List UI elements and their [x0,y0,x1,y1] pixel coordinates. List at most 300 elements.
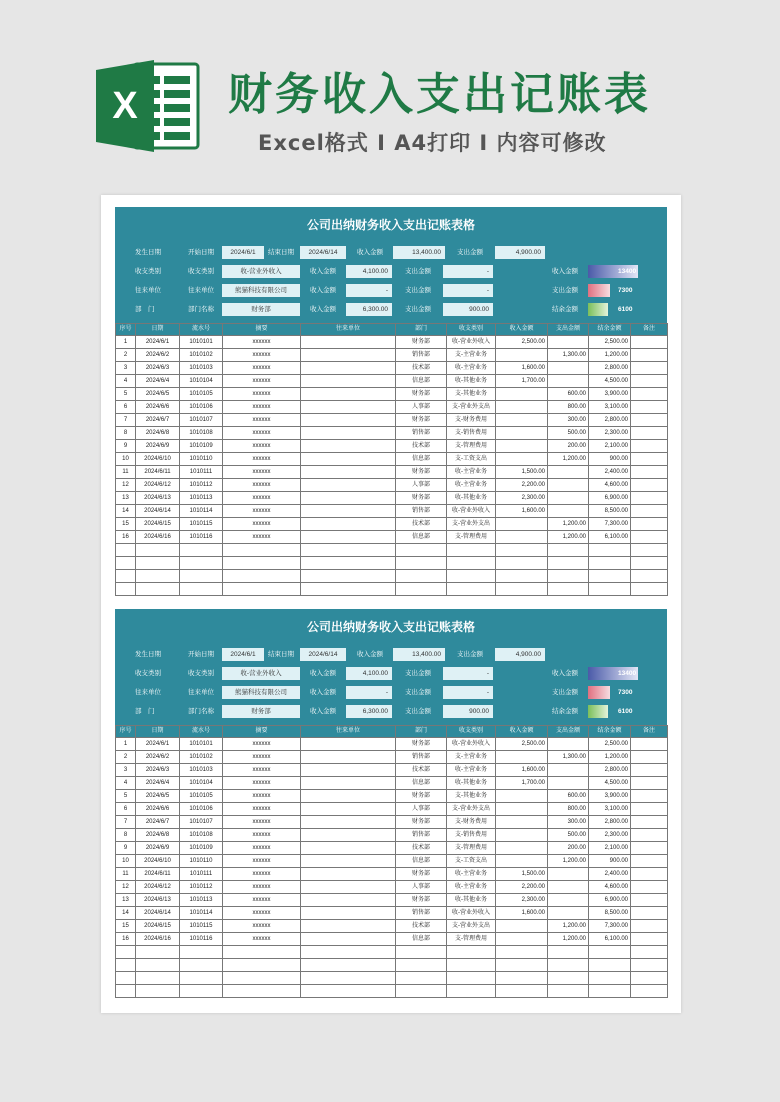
table-cell[interactable] [396,557,447,570]
table-cell[interactable]: 7 [116,816,136,829]
table-cell[interactable]: 1010109 [180,440,223,453]
table-cell[interactable] [301,868,396,881]
table-cell[interactable]: 7,300.00 [589,518,631,531]
table-cell[interactable] [589,557,631,570]
table-cell[interactable]: 技术部 [396,764,447,777]
table-cell[interactable] [631,466,668,479]
table-cell[interactable]: 技术部 [396,440,447,453]
table-cell[interactable] [301,466,396,479]
table-cell[interactable] [301,583,396,596]
table-cell[interactable] [301,985,396,998]
table-cell[interactable]: 支-管理费用 [447,842,496,855]
table-cell[interactable] [496,751,548,764]
table-cell[interactable]: xxxxxx [223,738,301,751]
table-cell[interactable] [396,985,447,998]
table-cell[interactable] [631,920,668,933]
table-cell[interactable] [396,583,447,596]
table-cell[interactable] [496,972,548,985]
table-cell[interactable] [631,583,668,596]
table-cell[interactable]: 财务部 [396,388,447,401]
table-cell[interactable]: 13 [116,492,136,505]
table-cell[interactable] [631,959,668,972]
table-cell[interactable]: 1,200.00 [548,518,589,531]
table-cell[interactable]: 2,300.00 [496,492,548,505]
table-cell[interactable] [589,985,631,998]
table-cell[interactable] [180,972,223,985]
table-cell[interactable]: 2024/6/6 [136,803,180,816]
table-cell[interactable]: 1010112 [180,881,223,894]
table-cell[interactable]: 人事部 [396,881,447,894]
table-cell[interactable]: 10 [116,855,136,868]
table-cell[interactable]: xxxxxx [223,440,301,453]
table-cell[interactable] [301,349,396,362]
table-cell[interactable]: 4,600.00 [589,479,631,492]
table-cell[interactable] [223,583,301,596]
table-cell[interactable] [496,518,548,531]
table-cell[interactable]: xxxxxx [223,920,301,933]
table-cell[interactable]: 1,600.00 [496,907,548,920]
table-cell[interactable] [589,583,631,596]
table-cell[interactable]: 人事部 [396,479,447,492]
table-cell[interactable] [631,440,668,453]
table-cell[interactable] [548,557,589,570]
table-cell[interactable] [301,920,396,933]
table-cell[interactable] [631,881,668,894]
table-cell[interactable]: 收-主营业务 [447,479,496,492]
table-cell[interactable]: 600.00 [548,388,589,401]
table-cell[interactable] [631,816,668,829]
table-cell[interactable] [496,414,548,427]
department-select[interactable]: 财务部 [222,303,300,316]
table-cell[interactable] [180,946,223,959]
table-cell[interactable] [631,777,668,790]
table-cell[interactable]: 信息部 [396,531,447,544]
table-cell[interactable]: 6,900.00 [589,492,631,505]
table-cell[interactable] [301,427,396,440]
table-cell[interactable] [301,388,396,401]
table-cell[interactable] [447,583,496,596]
table-cell[interactable] [548,375,589,388]
table-cell[interactable]: 6,100.00 [589,933,631,946]
table-cell[interactable]: xxxxxx [223,427,301,440]
table-cell[interactable]: 16 [116,531,136,544]
table-cell[interactable]: xxxxxx [223,518,301,531]
table-cell[interactable] [496,440,548,453]
table-cell[interactable] [116,946,136,959]
table-cell[interactable]: 财务部 [396,816,447,829]
table-cell[interactable] [548,868,589,881]
table-cell[interactable]: 1010111 [180,868,223,881]
table-cell[interactable]: 1010112 [180,479,223,492]
table-cell[interactable]: 2024/6/13 [136,894,180,907]
table-cell[interactable]: 4 [116,375,136,388]
table-cell[interactable]: 支-工资支出 [447,855,496,868]
table-cell[interactable]: 8 [116,427,136,440]
table-cell[interactable]: 1,500.00 [496,466,548,479]
table-cell[interactable]: 销售部 [396,751,447,764]
table-cell[interactable]: 技术部 [396,920,447,933]
table-cell[interactable]: 1010102 [180,349,223,362]
table-cell[interactable] [496,570,548,583]
table-cell[interactable]: 1010113 [180,894,223,907]
table-cell[interactable]: 14 [116,907,136,920]
table-cell[interactable]: 2024/6/13 [136,492,180,505]
table-cell[interactable]: 支-管理费用 [447,531,496,544]
table-cell[interactable]: 财务部 [396,868,447,881]
table-cell[interactable]: 6 [116,803,136,816]
table-cell[interactable] [396,946,447,959]
table-cell[interactable]: 2024/6/7 [136,816,180,829]
table-cell[interactable] [631,375,668,388]
table-cell[interactable] [301,362,396,375]
table-cell[interactable]: xxxxxx [223,907,301,920]
table-cell[interactable]: 收-营业外收入 [447,907,496,920]
table-cell[interactable] [301,414,396,427]
table-cell[interactable]: 销售部 [396,505,447,518]
table-cell[interactable]: 3,100.00 [589,803,631,816]
table-cell[interactable] [631,518,668,531]
table-cell[interactable]: 8,500.00 [589,505,631,518]
table-cell[interactable]: 15 [116,920,136,933]
table-cell[interactable] [116,959,136,972]
table-cell[interactable]: 支-工资支出 [447,453,496,466]
table-cell[interactable]: 6,900.00 [589,894,631,907]
table-cell[interactable]: 信息部 [396,777,447,790]
table-cell[interactable]: 销售部 [396,907,447,920]
category-select[interactable]: 收-营业外收入 [222,265,300,278]
table-cell[interactable] [496,583,548,596]
table-cell[interactable]: 收-其他业务 [447,375,496,388]
table-cell[interactable] [548,544,589,557]
table-cell[interactable] [396,544,447,557]
table-cell[interactable] [631,894,668,907]
table-cell[interactable]: xxxxxx [223,453,301,466]
table-cell[interactable]: 1010104 [180,777,223,790]
table-cell[interactable] [301,881,396,894]
table-cell[interactable] [301,544,396,557]
table-cell[interactable]: 1,200.00 [548,531,589,544]
table-cell[interactable]: 收-主营业务 [447,868,496,881]
table-cell[interactable]: 1010101 [180,336,223,349]
table-cell[interactable]: xxxxxx [223,829,301,842]
table-cell[interactable] [301,479,396,492]
table-cell[interactable]: 支-主营业务 [447,349,496,362]
table-cell[interactable]: 10 [116,453,136,466]
table-cell[interactable] [496,790,548,803]
table-cell[interactable] [631,842,668,855]
table-cell[interactable]: 2024/6/7 [136,414,180,427]
table-cell[interactable] [301,518,396,531]
table-cell[interactable]: 支-其他业务 [447,790,496,803]
table-cell[interactable]: 12 [116,479,136,492]
table-cell[interactable]: 4,600.00 [589,881,631,894]
table-cell[interactable]: 900.00 [589,453,631,466]
table-cell[interactable]: 财务部 [396,894,447,907]
table-cell[interactable]: xxxxxx [223,414,301,427]
table-cell[interactable] [301,959,396,972]
table-cell[interactable] [631,414,668,427]
table-cell[interactable]: 16 [116,933,136,946]
table-cell[interactable] [496,427,548,440]
table-cell[interactable] [589,946,631,959]
table-cell[interactable] [301,933,396,946]
table-cell[interactable] [116,985,136,998]
table-cell[interactable]: 2024/6/15 [136,518,180,531]
table-cell[interactable]: 1010107 [180,816,223,829]
table-cell[interactable] [301,531,396,544]
table-cell[interactable]: 1010110 [180,453,223,466]
start-date-field[interactable]: 2024/6/1 [222,246,264,259]
table-cell[interactable]: 支-其他业务 [447,388,496,401]
partner-select[interactable]: 熊猫科技有限公司 [222,284,300,297]
table-cell[interactable]: 2024/6/16 [136,933,180,946]
table-cell[interactable] [136,985,180,998]
table-cell[interactable] [116,583,136,596]
table-cell[interactable] [589,972,631,985]
table-cell[interactable] [548,764,589,777]
table-cell[interactable] [136,972,180,985]
table-cell[interactable] [301,894,396,907]
table-cell[interactable]: 2024/6/2 [136,751,180,764]
table-cell[interactable] [548,479,589,492]
table-cell[interactable]: 2,400.00 [589,466,631,479]
table-cell[interactable]: 2024/6/1 [136,336,180,349]
table-cell[interactable]: 支-销售费用 [447,427,496,440]
table-cell[interactable]: 1010103 [180,362,223,375]
table-cell[interactable] [223,959,301,972]
table-cell[interactable]: 2024/6/3 [136,764,180,777]
table-cell[interactable]: 2,500.00 [589,738,631,751]
partner-select[interactable]: 熊猫科技有限公司 [222,686,300,699]
table-cell[interactable]: 1010109 [180,842,223,855]
table-cell[interactable]: xxxxxx [223,375,301,388]
table-cell[interactable] [496,544,548,557]
table-cell[interactable]: 1010102 [180,751,223,764]
table-cell[interactable]: 信息部 [396,375,447,388]
table-cell[interactable]: 2024/6/11 [136,868,180,881]
table-cell[interactable]: xxxxxx [223,894,301,907]
table-cell[interactable]: 1,200.00 [589,751,631,764]
table-cell[interactable] [548,881,589,894]
table-cell[interactable] [548,985,589,998]
table-cell[interactable]: 销售部 [396,427,447,440]
table-cell[interactable] [301,907,396,920]
table-cell[interactable]: 技术部 [396,842,447,855]
table-cell[interactable]: 收-其他业务 [447,492,496,505]
table-cell[interactable]: 3,900.00 [589,388,631,401]
table-cell[interactable]: xxxxxx [223,933,301,946]
table-cell[interactable] [631,570,668,583]
table-cell[interactable]: 9 [116,440,136,453]
table-cell[interactable]: 2024/6/1 [136,738,180,751]
table-cell[interactable]: 2,800.00 [589,362,631,375]
table-cell[interactable] [301,505,396,518]
table-cell[interactable] [223,946,301,959]
table-cell[interactable] [589,959,631,972]
table-cell[interactable]: 13 [116,894,136,907]
table-cell[interactable]: 500.00 [548,427,589,440]
table-cell[interactable]: xxxxxx [223,466,301,479]
table-cell[interactable] [631,946,668,959]
table-cell[interactable]: 2024/6/4 [136,375,180,388]
table-cell[interactable] [223,544,301,557]
table-cell[interactable] [301,375,396,388]
table-cell[interactable]: 2 [116,751,136,764]
table-cell[interactable]: xxxxxx [223,401,301,414]
table-cell[interactable]: 2024/6/12 [136,479,180,492]
table-cell[interactable]: 1010115 [180,920,223,933]
table-cell[interactable]: 人事部 [396,401,447,414]
table-cell[interactable] [301,790,396,803]
table-cell[interactable] [301,829,396,842]
table-cell[interactable]: 1010116 [180,531,223,544]
table-cell[interactable]: 财务部 [396,492,447,505]
table-cell[interactable] [631,427,668,440]
table-cell[interactable]: 支-营业外支出 [447,401,496,414]
table-cell[interactable]: 800.00 [548,803,589,816]
table-cell[interactable] [631,362,668,375]
table-cell[interactable] [180,557,223,570]
table-cell[interactable]: 2024/6/3 [136,362,180,375]
table-cell[interactable]: 300.00 [548,414,589,427]
table-cell[interactable]: xxxxxx [223,505,301,518]
table-cell[interactable]: 1010110 [180,855,223,868]
table-cell[interactable]: 技术部 [396,362,447,375]
table-cell[interactable] [548,907,589,920]
table-cell[interactable] [631,453,668,466]
table-cell[interactable]: 1,200.00 [548,855,589,868]
table-cell[interactable] [116,570,136,583]
table-cell[interactable] [548,362,589,375]
table-cell[interactable]: 1010107 [180,414,223,427]
table-cell[interactable]: 2 [116,349,136,362]
table-cell[interactable]: 2024/6/8 [136,829,180,842]
table-cell[interactable]: 900.00 [589,855,631,868]
table-cell[interactable] [548,466,589,479]
table-cell[interactable] [447,959,496,972]
table-cell[interactable] [631,803,668,816]
table-cell[interactable]: 1,300.00 [548,349,589,362]
table-cell[interactable]: 8 [116,829,136,842]
table-cell[interactable]: 2024/6/15 [136,920,180,933]
table-cell[interactable] [548,505,589,518]
table-cell[interactable]: 2024/6/11 [136,466,180,479]
table-cell[interactable] [496,959,548,972]
table-cell[interactable] [180,570,223,583]
table-cell[interactable]: 技术部 [396,518,447,531]
table-cell[interactable]: xxxxxx [223,362,301,375]
table-cell[interactable] [631,531,668,544]
table-cell[interactable]: 1010106 [180,401,223,414]
table-cell[interactable] [447,544,496,557]
table-cell[interactable] [301,751,396,764]
table-cell[interactable] [223,972,301,985]
table-cell[interactable] [631,855,668,868]
table-cell[interactable] [447,946,496,959]
table-cell[interactable]: 财务部 [396,414,447,427]
table-cell[interactable]: xxxxxx [223,388,301,401]
table-cell[interactable] [301,777,396,790]
table-cell[interactable]: 4 [116,777,136,790]
table-cell[interactable]: 收-营业外收入 [447,505,496,518]
table-cell[interactable] [496,855,548,868]
table-cell[interactable]: 1010108 [180,427,223,440]
category-select[interactable]: 收-营业外收入 [222,667,300,680]
table-cell[interactable]: 1010106 [180,803,223,816]
table-cell[interactable] [116,544,136,557]
table-cell[interactable]: xxxxxx [223,816,301,829]
table-cell[interactable]: 收-主营业务 [447,881,496,894]
table-cell[interactable] [631,492,668,505]
table-cell[interactable]: 11 [116,868,136,881]
table-cell[interactable]: 1,200.00 [548,920,589,933]
table-cell[interactable]: 2,300.00 [589,829,631,842]
table-cell[interactable]: 1010113 [180,492,223,505]
table-cell[interactable] [548,777,589,790]
table-cell[interactable]: xxxxxx [223,492,301,505]
table-cell[interactable]: 4,500.00 [589,375,631,388]
table-cell[interactable] [301,401,396,414]
table-cell[interactable] [180,544,223,557]
table-cell[interactable]: 1,600.00 [496,362,548,375]
table-cell[interactable] [223,570,301,583]
table-cell[interactable]: 2024/6/6 [136,401,180,414]
table-cell[interactable]: 1010111 [180,466,223,479]
table-cell[interactable]: 1010104 [180,375,223,388]
table-cell[interactable]: 2,300.00 [496,894,548,907]
table-cell[interactable] [396,570,447,583]
table-cell[interactable]: 信息部 [396,855,447,868]
table-cell[interactable] [548,583,589,596]
table-cell[interactable]: xxxxxx [223,842,301,855]
table-cell[interactable]: 1010108 [180,829,223,842]
table-cell[interactable] [496,453,548,466]
table-cell[interactable] [496,946,548,959]
table-cell[interactable]: 支-营业外支出 [447,518,496,531]
table-cell[interactable] [548,959,589,972]
table-cell[interactable] [548,336,589,349]
table-cell[interactable]: 11 [116,466,136,479]
table-cell[interactable] [396,972,447,985]
table-cell[interactable]: 2024/6/12 [136,881,180,894]
table-cell[interactable]: 收-其他业务 [447,777,496,790]
table-cell[interactable] [631,933,668,946]
table-cell[interactable] [301,336,396,349]
table-cell[interactable]: 2,500.00 [496,738,548,751]
table-cell[interactable] [631,738,668,751]
table-cell[interactable]: 2024/6/2 [136,349,180,362]
table-cell[interactable]: 支-财务费用 [447,414,496,427]
table-cell[interactable]: 收-营业外收入 [447,738,496,751]
table-cell[interactable]: 200.00 [548,440,589,453]
table-cell[interactable] [631,751,668,764]
table-cell[interactable]: 5 [116,388,136,401]
table-cell[interactable] [589,570,631,583]
table-cell[interactable] [447,570,496,583]
table-cell[interactable]: 2024/6/16 [136,531,180,544]
table-cell[interactable]: 1010105 [180,790,223,803]
table-cell[interactable]: 5 [116,790,136,803]
table-cell[interactable]: 2024/6/5 [136,790,180,803]
table-cell[interactable]: 2,300.00 [589,427,631,440]
table-cell[interactable]: 支-管理费用 [447,933,496,946]
table-cell[interactable] [548,972,589,985]
table-cell[interactable] [631,868,668,881]
table-cell[interactable]: 1,700.00 [496,777,548,790]
table-cell[interactable]: xxxxxx [223,764,301,777]
table-cell[interactable]: 3 [116,764,136,777]
table-cell[interactable]: 收-主营业务 [447,764,496,777]
